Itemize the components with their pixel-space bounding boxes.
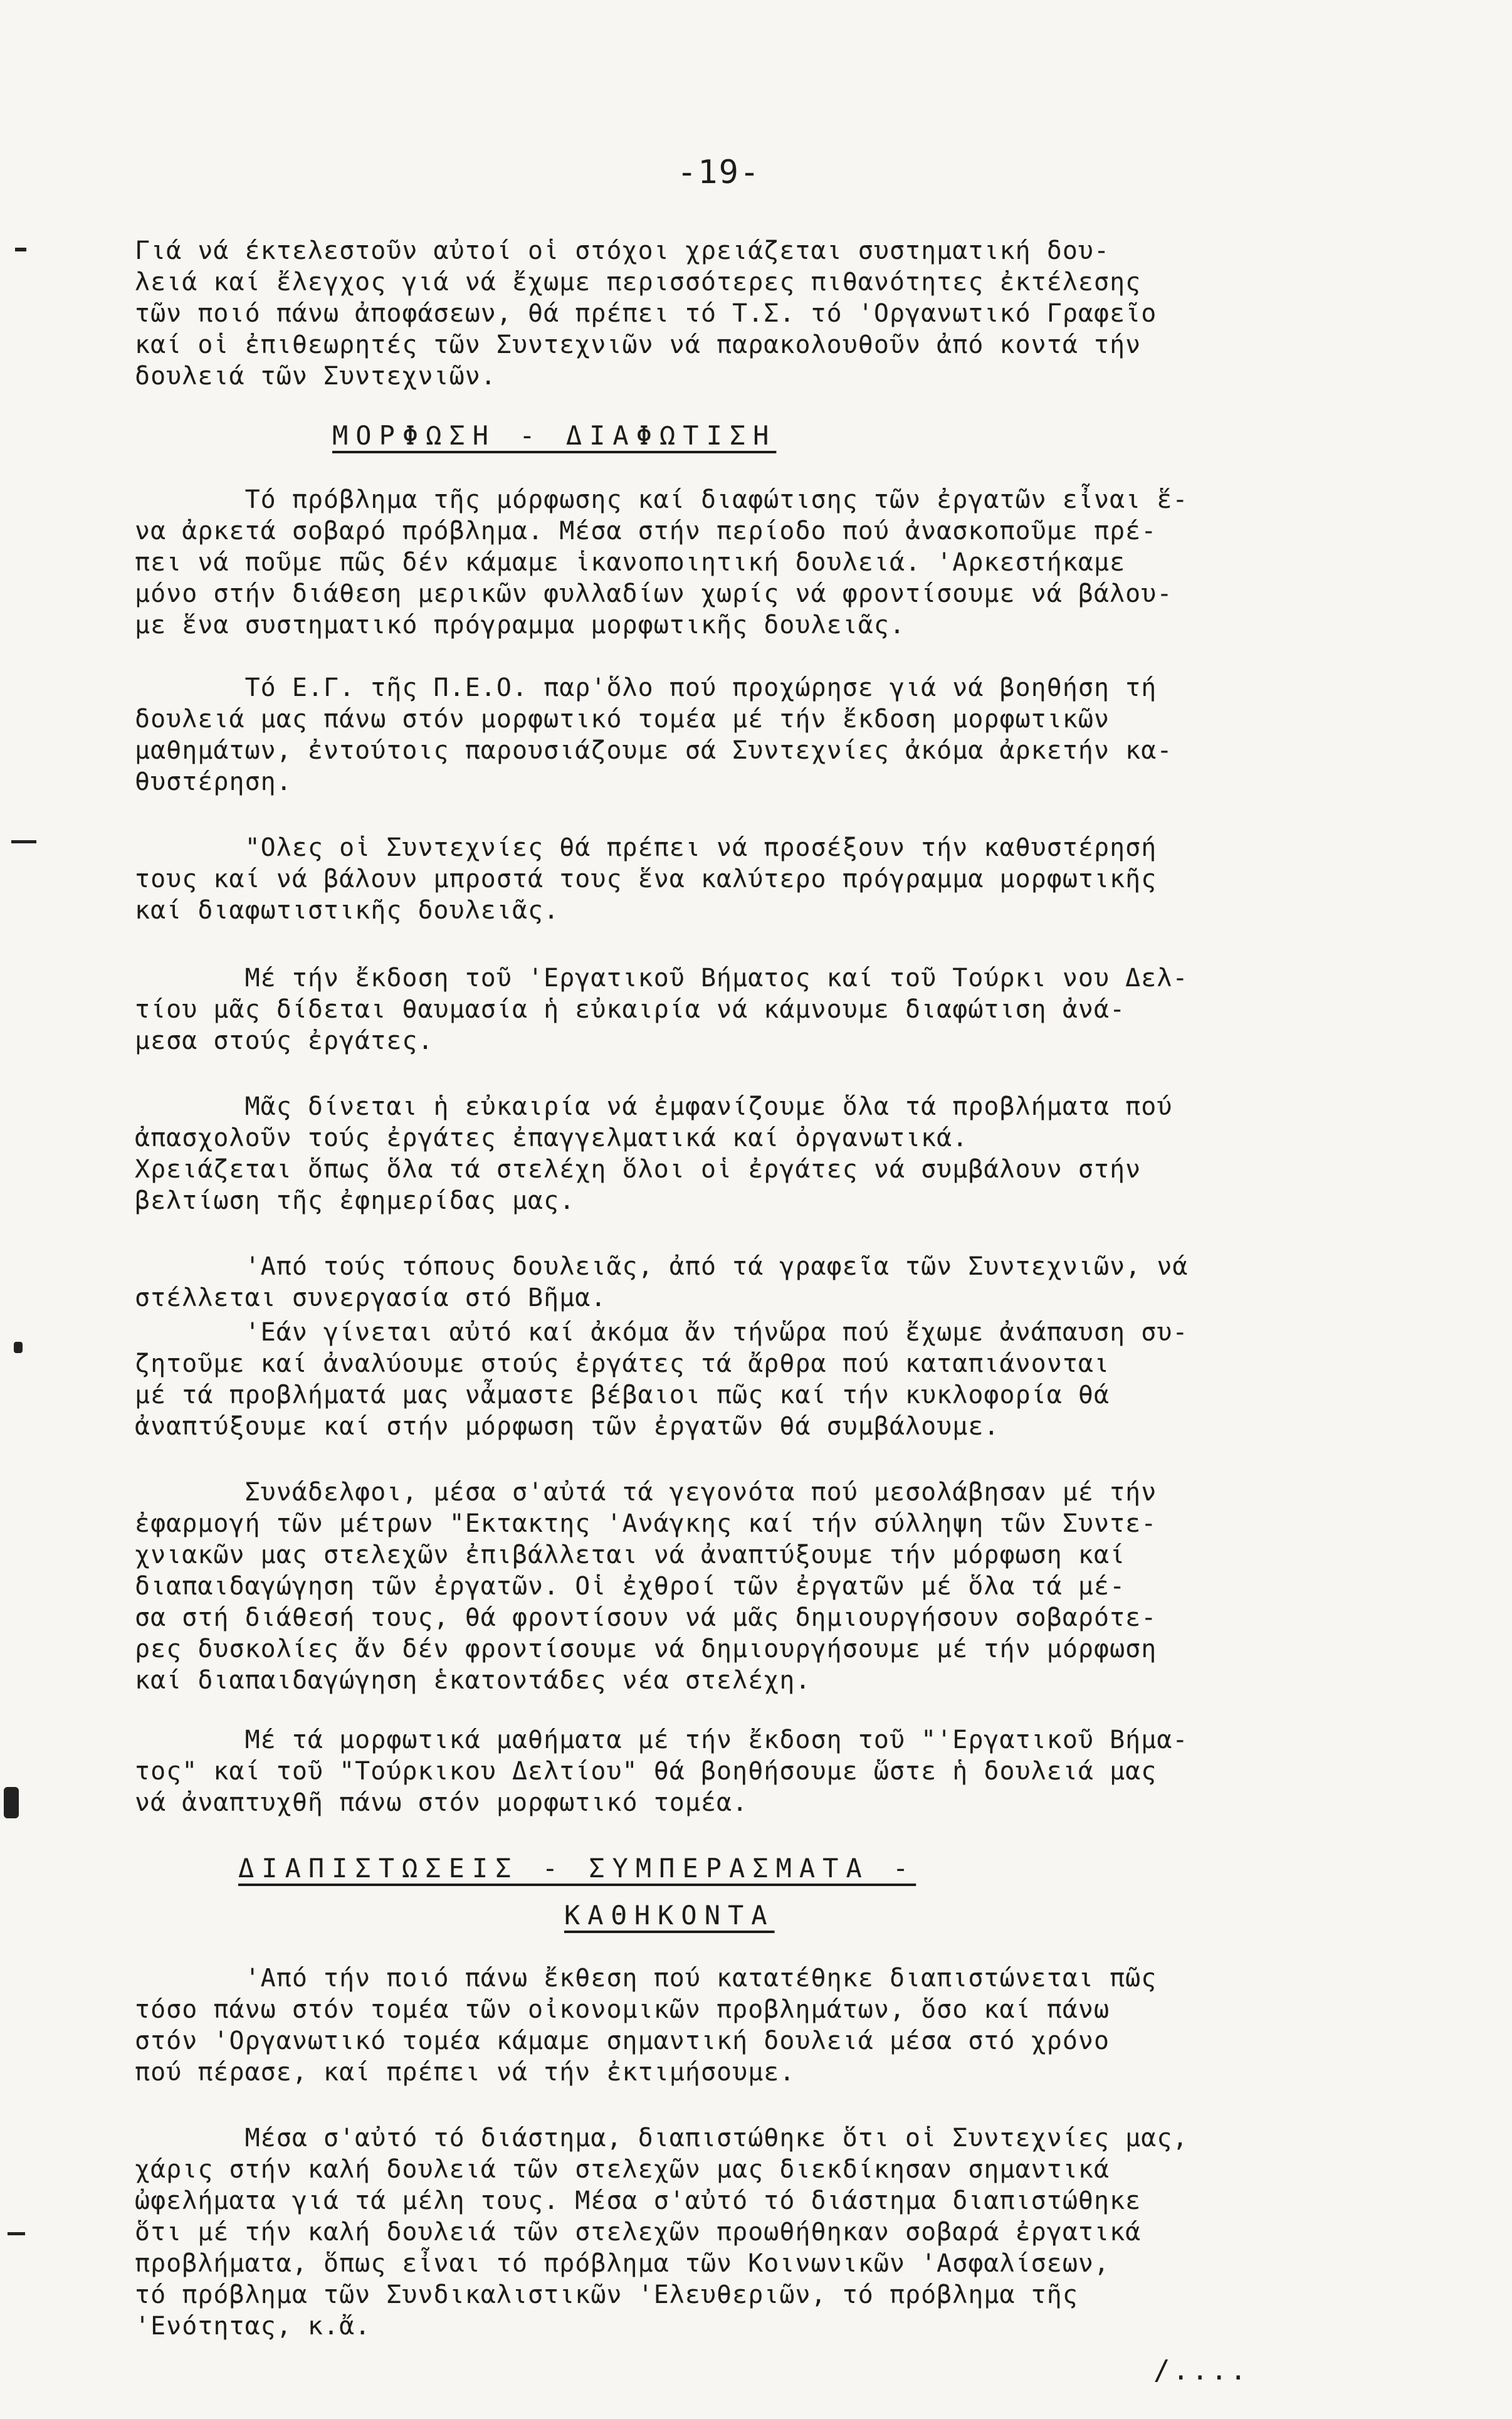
- margin-mark: [14, 1342, 23, 1353]
- paragraph-1: Γιά νά έκτελεστοῦν αὐτοί οἱ στόχοι χρειάζεται συστηματική δου- λειά καί ἔλεγχος γιά νά ἔχωμε περισσότερες πιθανότητες ἐκτέλεσης τῶν ποιό πάνω ἀποφάσεων, θά πρέπει τό Τ.Σ. τό 'Οργανωτικό Γραφεῖο καί οἱ ἐπιθεωρητές τῶν Συντεχνιῶν νά παρακολουθοῦν ἀπό κοντά τήν δουλειά τῶν Συντεχνιῶν.: [135, 236, 1157, 391]
- paragraph-9: Συνάδελφοι, μέσα σ'αὐτά τά γεγονότα πού μεσολάβησαν μέ τήν ἐφαρμογή τῶν μέτρων "Εκτακτης 'Ανάγκης καί τήν σύλληψη τῶν Συντε- χνιακῶν μας στελεχῶν ἐπιβάλλεται νά ἀναπτύξουμε τήν μόρφωση καί διαπαιδαγώγηση τῶν ἐργατῶν. Οἱ ἐχθροί τῶν ἐργατῶν μέ ὅλα τά μέ- σα στή διάθεσή τους, θά φροντίσουν νά μᾶς δημιουργήσουν σοβαρότε- ρες δυσκολίες ἄν δέν φροντίσουμε νά δημιουργήσουμε μέ τήν μόρφωση καί διαπαιδαγώγηση ἑκατοντάδες νέα στελέχη.: [135, 1478, 1157, 1695]
- continuation-mark: /....: [1153, 2354, 1249, 2386]
- paragraph-2: Τό πρόβλημα τῆς μόρφωσης καί διαφώτισης τῶν ἐργατῶν εἶναι ἕ- να ἀρκετά σοβαρό πρόβλημα. Μέσα στήν περίοδο πού ἀνασκοποῦμε πρέ- πει νά ποῦμε πῶς δέν κάμαμε ἱκανοποιητική δουλειά. 'Αρκεστήκαμε μόνο στήν διάθεση μερικῶν φυλλαδίων χωρίς νά φροντίσουμε νά βάλου- με ἕνα συστηματικό πρόγραμμα μορφωτικῆς δουλειᾶς.: [135, 485, 1189, 640]
- paragraph-6: Μᾶς δίνεται ἡ εὐκαιρία νά ἐμφανίζουμε ὅλα τά προβλήματα πού ἀπασχολοῦν τούς ἐργάτες ἐπαγγελματικά καί ὀργανωτικά. Χρειάζεται ὅπως ὅλα τά στελέχη ὅλοι οἱ ἐργάτες νά συμβάλουν στήν βελτίωση τῆς ἐφημερίδας μας.: [135, 1092, 1173, 1215]
- paragraph-5: Μέ τήν ἔκδοση τοῦ 'Εργατικοῦ Βήματος καί τοῦ Τούρκι νου Δελ- τίου μᾶς δίδεται θαυμασία ἡ εὐκαιρία νά κάμνουμε διαφώτιση ἀνά- μεσα στούς ἐργάτες.: [135, 964, 1189, 1055]
- paragraph-11: 'Από τήν ποιό πάνω ἔκθεση πού κατατέθηκε διαπιστώνεται πῶς τόσο πάνω στόν τομέα τῶν οἰκονομικῶν προβλημάτων, ὅσο καί πάνω στόν 'Οργανωτικό τομέα κάμαμε σημαντική δουλειά μέσα στό χρόνο πού πέρασε, καί πρέπει νά τήν ἐκτιμήσουμε.: [135, 1964, 1157, 2087]
- paragraph-4: "Ολες οἱ Συντεχνίες θά πρέπει νά προσέξουν τήν καθυστέρησή τους καί νά βάλουν μπροστά τους ἕνα καλύτερο πρόγραμμα μορφωτικῆς καί διαφωτιστικῆς δουλειᾶς.: [135, 833, 1157, 925]
- paragraph-8: 'Εάν γίνεται αὐτό καί ἀκόμα ἄν τήνὥρα πού ἔχωμε ἀνάπαυση συ- ζητοῦμε καί ἀναλύουμε στούς ἐργάτες τά ἄρθρα πού καταπιάνονται μέ τά προβλήματά μας νἆμαστε βέβαιοι πῶς καί τήν κυκλοφορία θά ἀναπτύξουμε καί στήν μόρφωση τῶν ἐργατῶν θά συμβάλουμε.: [135, 1318, 1189, 1441]
- paragraph-3: Τό Ε.Γ. τῆς Π.Ε.Ο. παρ'ὅλο πού προχώρησε γιά νά βοηθήση τή δουλειά μας πάνω στόν μορφωτικό τομέα μέ τήν ἔκδοση μορφωτικῶν μαθημάτων, ἐντούτοις παρουσιάζουμε σά Συντεχνίες ἀκόμα ἀρκετήν κα- θυστέρηση.: [135, 673, 1173, 796]
- paragraph-12: Μέσα σ'αὐτό τό διάστημα, διαπιστώθηκε ὅτι οἱ Συντεχνίες μας, χάρις στήν καλή δουλειά τῶν στελεχῶν μας διεκδίκησαν σημαντικά ὠφελήματα γιά τά μέλη τους. Μέσα σ'αὐτό τό διάστημα διαπιστώθηκε ὅτι μέ τήν καλή δουλειά τῶν στελεχῶν προωθήθηκαν σοβαρά ἐργατικά προβλήματα, ὅπως εἶναι τό πρόβλημα τῶν Κοινωνικῶν 'Ασφαλίσεων, τό πρόβλημα τῶν Συνδικαλιστικῶν 'Ελευθεριῶν, τό πρόβλημα τῆς 'Ενότητας, κ.ἄ.: [135, 2124, 1189, 2341]
- margin-mark: [11, 840, 36, 843]
- paragraph-10: Μέ τά μορφωτικά μαθήματα μέ τήν ἔκδοση τοῦ "'Εργατικοῦ Βήμα- τος" καί τοῦ "Τούρκικου Δελτίου" θά βοηθήσουμε ὥστε ἡ δουλειά μας νά ἀναπτυχθῆ πάνω στόν μορφωτικό τομέα.: [135, 1726, 1189, 1817]
- margin-mark: [8, 2232, 25, 2235]
- page-number: -19-: [677, 154, 761, 191]
- section-heading-duties: ΚΑΘΗΚΟΝΤΑ: [564, 1900, 775, 1931]
- margin-mark: [4, 1787, 19, 1818]
- paragraph-7: 'Από τούς τόπους δουλειᾶς, ἀπό τά γραφεῖα τῶν Συντεχνιῶν, νά στέλλεται συνεργασία στό Βῆμα.: [135, 1252, 1189, 1312]
- section-heading-education: ΜΟΡΦΩΣΗ - ΔΙΑΦΩΤΙΣΗ: [332, 420, 777, 451]
- margin-mark: [15, 248, 26, 251]
- section-heading-conclusions: ΔΙΑΠΙΣΤΩΣΕΙΣ - ΣΥΜΠΕΡΑΣΜΑΤΑ -: [238, 1853, 916, 1884]
